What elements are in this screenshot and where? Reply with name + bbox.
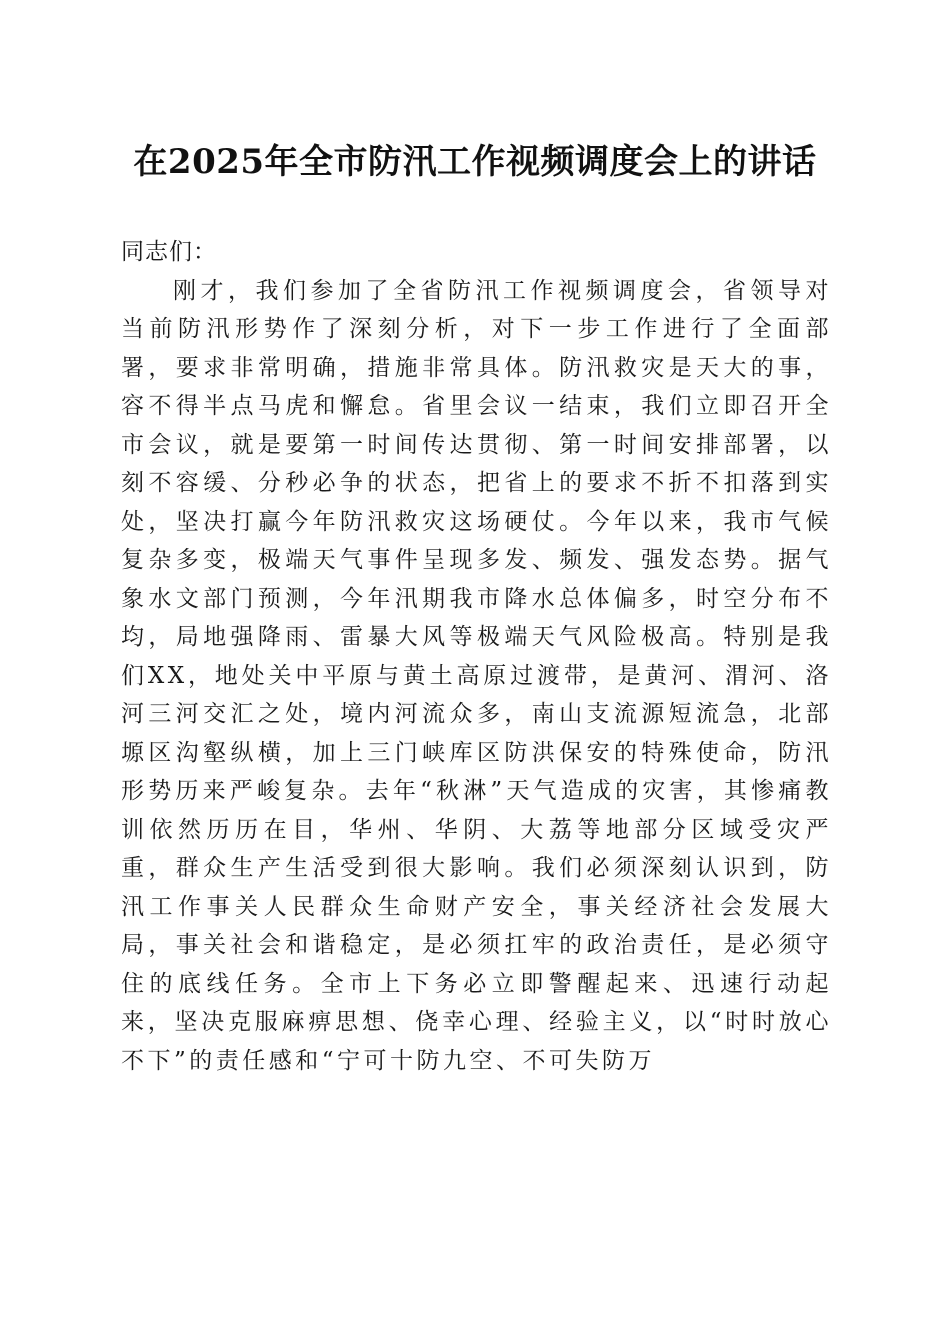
document-title: 在2025年全市防汛工作视频调度会上的讲话 — [133, 142, 817, 182]
salutation: 同志们： — [121, 239, 217, 265]
body-paragraph: 刚才，我们参加了全省防汛工作视频调度会，省领导对当前防汛形势作了深刻分析，对下一步工作进行了全面部署，要求非常明确，措施非常具体。防汛救灾是天大的事，容不得半点马虎和懈怠。省里会议一结束，我们立即召开全市会议，就是要第一时间传达贯彻、第一时间安排部署，以刻不容缓、分秒必争的状态，把省上的要求不折不扣落到实处，坚决打赢今年防汛救灾这场硬仗。今年以来，我市气候复杂多变，极端天气事件呈现多发、频发、强发态势。据气象水文部门预测，今年汛期我市降水总体偏多，时空分布不均，局地强降雨、雷暴大风等极端天气风险极高。特别是我们XX，地处关中平原与黄土高原过渡带，是黄河、渭河、洛河三河交汇之处，境内河流众多，南山支流源短流急，北部塬区沟壑纵横，加上三门峡库区防洪保安的特殊使命，防汛形势历来严峻复杂。去年“秋淋”天气造成的灾害，其惨痛教训依然历历在目，华州、华阴、大荔等地部分区域受灾严重，群众生产生活受到很大影响。我们必须深刻认识到，防汛工作事关人民群众生命财产安全，事关经济社会发展大局，事关社会和谐稳定，是必须扛牢的政治责任，是必须守住的底线任务。全市上下务必立即警醒起来、迅速行动起来，坚决克服麻痹思想、侥幸心理、经验主义，以“时时放心不下”的责任感和“宁可十防九空、不可失防万 — [121, 277, 832, 1074]
document-body — [121, 233, 832, 1080]
